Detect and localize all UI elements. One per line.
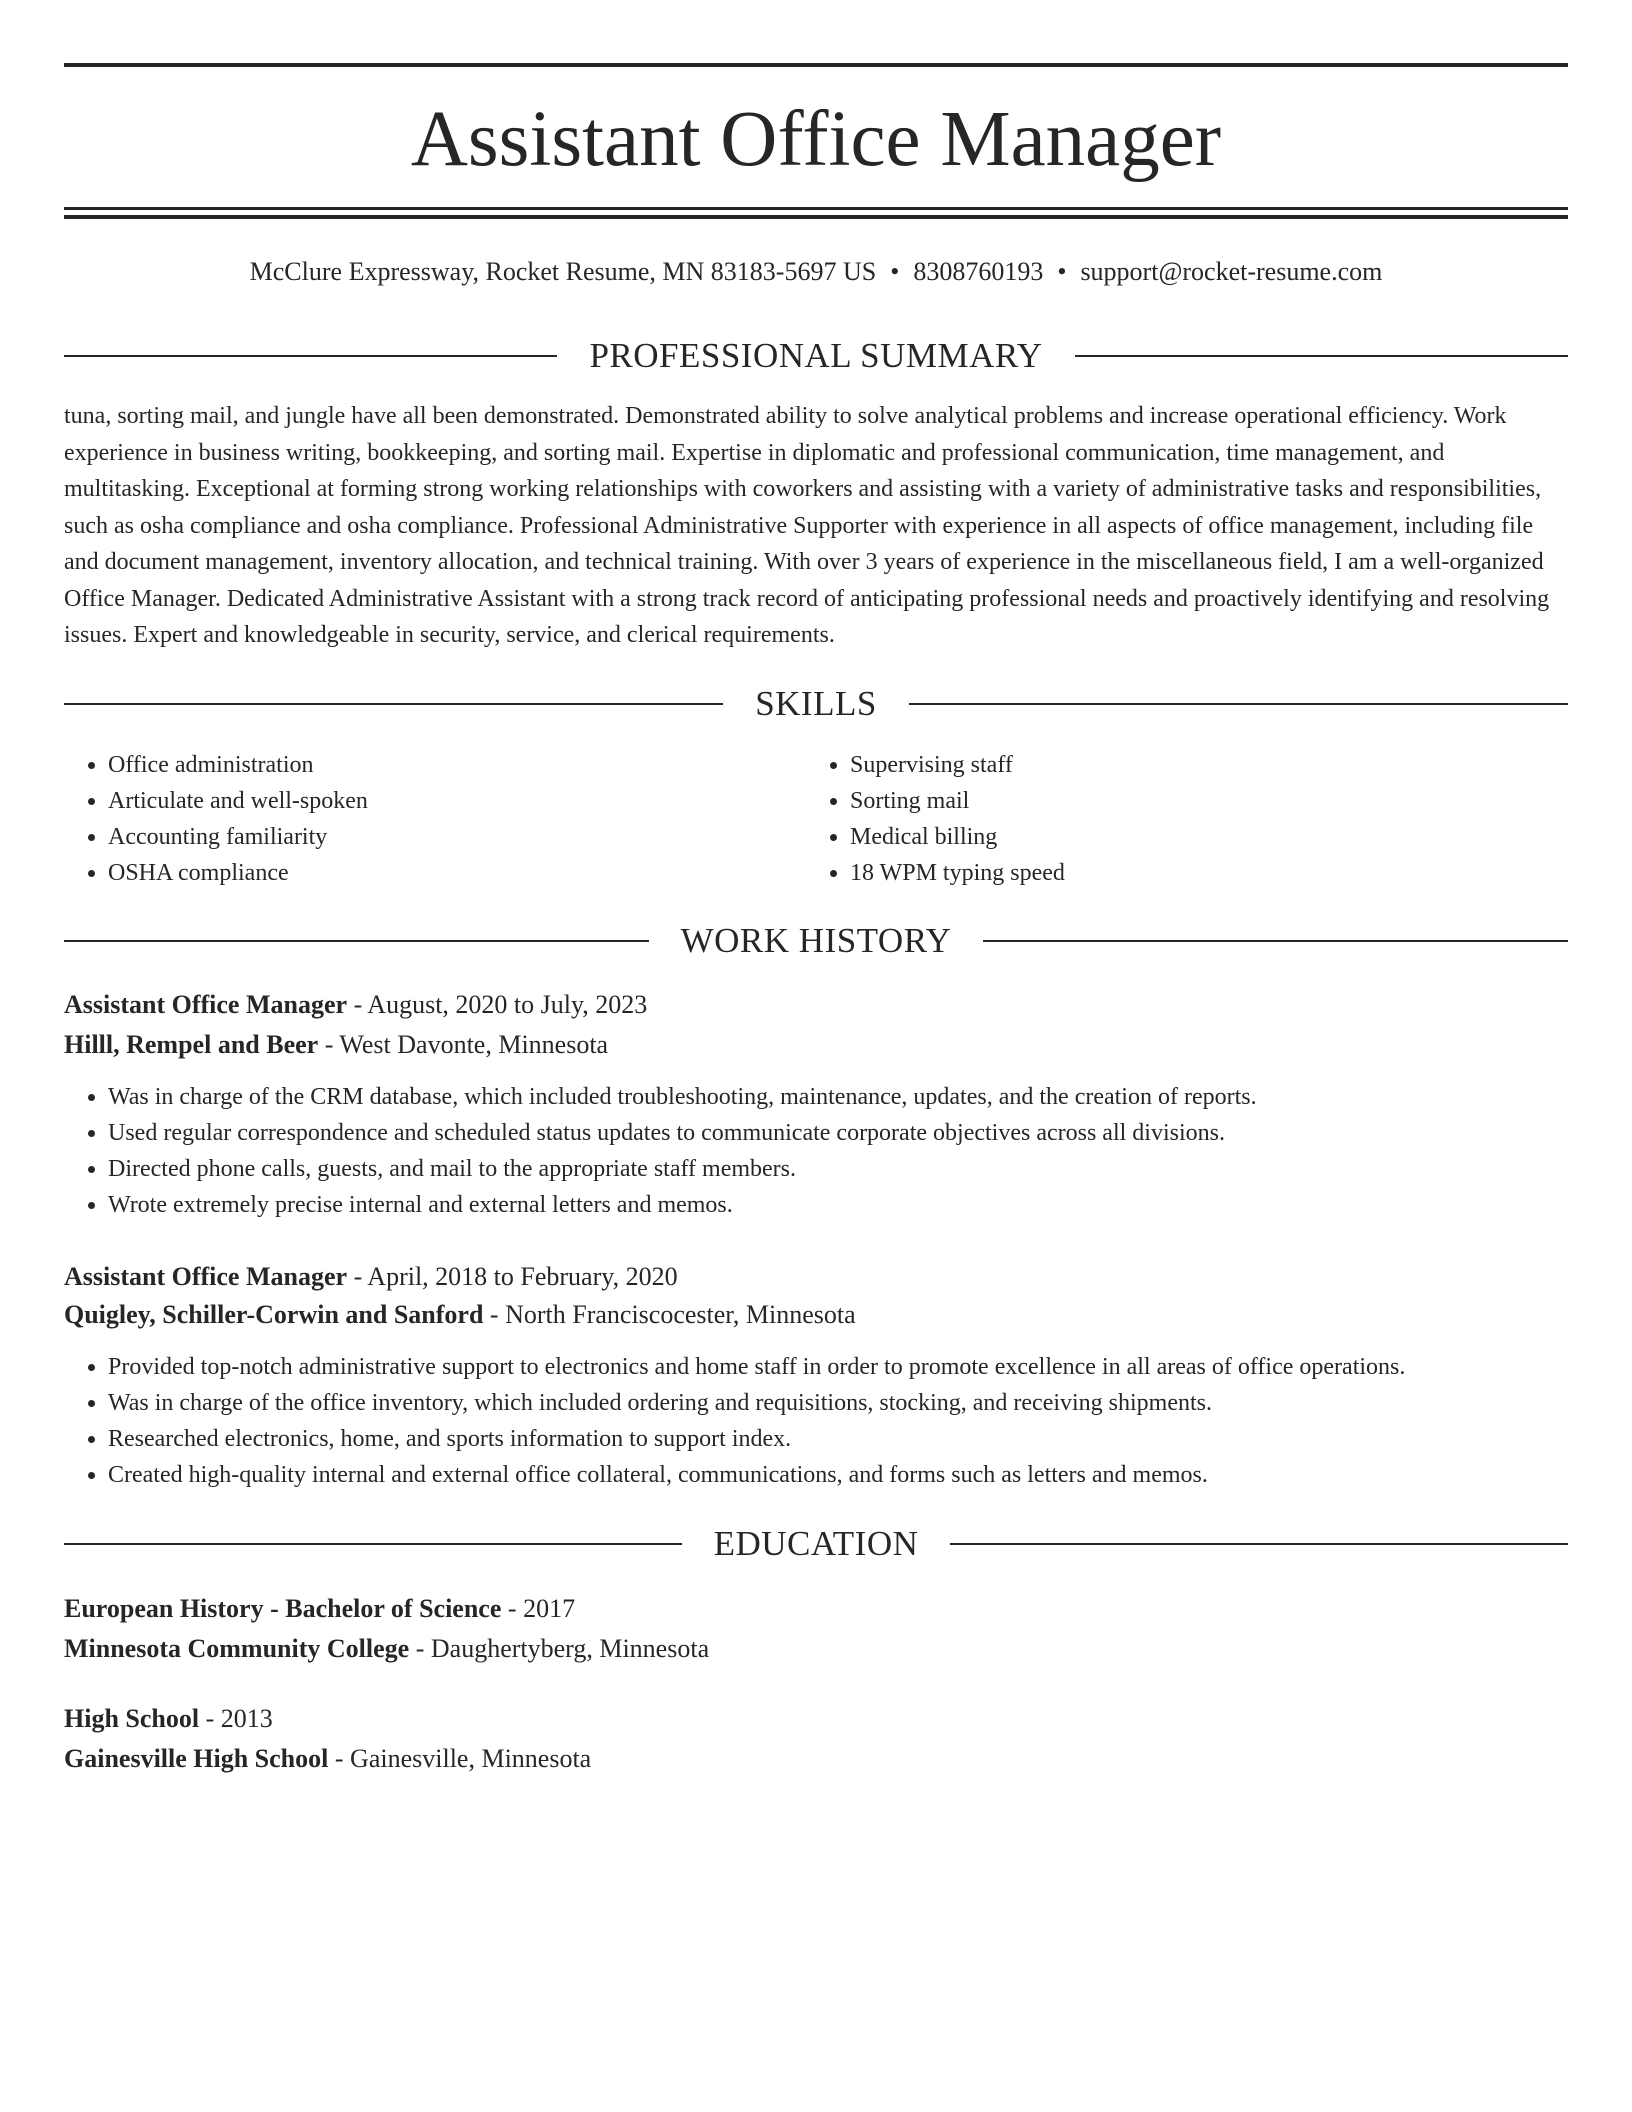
job-bullet: • Used regular correspondence and scheduled status updates to communicate corporate objectives across all divisions.: [108, 1115, 1608, 1151]
section-title-skills: SKILLS: [755, 684, 877, 723]
summary-text: tuna, sorting mail, and jungle have all been demonstrated. Demonstrated ability to solve analytical problems and increase operational efficiency. Work experience in business writing, bookkeeping, and sorting mail. Expertise in diplomatic and professional communication, time management, and multitasking. Exceptional at forming strong working relationships with coworkers and assisting with a variety of administrative tasks and responsibilities, such as osha compliance and osha compliance. Professional Administrative Supporter with experience in all aspects of office management, including file and document management, inventory allocation, and technical training. With over 3 years of experience in the miscellaneous field, I am a well-organized Office Manager. Dedicated Administrative Assistant with a strong track record of anticipating professional needs and proactively identifying and resolving issues. Expert and knowledgeable in security, service, and clerical requirements.: [64, 403, 1550, 648]
job-bullets: [64, 1349, 1608, 1493]
section-rule-left: [64, 1543, 682, 1545]
section-rule-left: [64, 355, 557, 357]
skill-item: • Accounting familiarity: [108, 819, 808, 855]
education-year: 2017: [523, 1594, 576, 1623]
job-company-line: Hilll, Rempel and Beer - West Davonte, Minnesota: [64, 1030, 609, 1059]
skill-item: • 18 WPM typing speed: [850, 855, 1550, 891]
job-bullet: • Wrote extremely precise internal and external letters and memos.: [108, 1187, 1608, 1223]
contact-phone: 8308760193: [913, 257, 1044, 286]
job-bullet: • Created high-quality internal and external office collateral, communications, and forms such as letters and memos.: [108, 1457, 1608, 1493]
job-location: West Davonte, Minnesota: [339, 1030, 609, 1059]
job-title: Assistant Office Manager: [64, 990, 348, 1019]
job-dates: August, 2020 to July, 2023: [367, 990, 648, 1019]
skills-list-left: [64, 747, 808, 891]
job-title-line: Assistant Office Manager - April, 2018 to February, 2020: [64, 1262, 678, 1291]
job-bullets: [64, 1079, 1608, 1223]
header-top-rule: [64, 63, 1568, 67]
education-degree-line: High School - 2013: [64, 1704, 273, 1733]
contact-separator: •: [890, 257, 900, 286]
skill-item: • Sorting mail: [850, 783, 1550, 819]
section-rule-right: [950, 1543, 1568, 1545]
education-school: Minnesota Community College: [64, 1634, 410, 1663]
skill-item: • Medical billing: [850, 819, 1550, 855]
section-title-education: EDUCATION: [713, 1524, 919, 1563]
education-school: Gainesville High School: [64, 1744, 329, 1773]
section-header-skills: [64, 682, 1568, 726]
skill-item: • Office administration: [108, 747, 808, 783]
section-header-summary: [64, 334, 1568, 378]
job-company: Quigley, Schiller-Corwin and Sanford: [64, 1300, 484, 1329]
resume-title: Assistant Office Manager: [410, 96, 1222, 183]
skills-list-right: [806, 747, 1550, 891]
job-company-line: Quigley, Schiller-Corwin and Sanford - North Franciscocester, Minnesota: [64, 1300, 856, 1329]
education-degree: European History - Bachelor of Science: [64, 1594, 502, 1623]
skill-item: • Supervising staff: [850, 747, 1550, 783]
contact-email: support@rocket-resume.com: [1080, 257, 1383, 286]
job-location: North Franciscocester, Minnesota: [505, 1300, 856, 1329]
education-degree-line: European History - Bachelor of Science - 2017: [64, 1594, 576, 1623]
section-title-summary: PROFESSIONAL SUMMARY: [589, 336, 1043, 375]
job-dates: April, 2018 to February, 2020: [367, 1262, 678, 1291]
section-rule-right: [1075, 355, 1568, 357]
job-bullet: • Was in charge of the CRM database, which included troubleshooting, maintenance, updates, and the creation of reports.: [108, 1079, 1608, 1115]
job-company: Hilll, Rempel and Beer: [64, 1030, 319, 1059]
section-rule-left: [64, 703, 723, 705]
job-bullet: • Researched electronics, home, and sports information to support index.: [108, 1421, 1608, 1457]
header-rule-thin: [64, 207, 1568, 210]
skill-item: • Articulate and well-spoken: [108, 783, 808, 819]
section-header-education: [64, 1522, 1568, 1566]
education-location: Gainesville, Minnesota: [350, 1744, 592, 1773]
education-school-line: Gainesville High School - Gainesville, Minnesota: [64, 1744, 592, 1773]
section-rule-right: [909, 703, 1568, 705]
header-rule-thick: [64, 215, 1568, 219]
section-rule-right: [983, 940, 1568, 942]
job-title: Assistant Office Manager: [64, 1262, 348, 1291]
education-degree: High School: [64, 1704, 200, 1733]
education-school-line: Minnesota Community College - Daughertyberg, Minnesota: [64, 1634, 710, 1663]
contact-separator: •: [1057, 257, 1067, 286]
section-rule-left: [64, 940, 649, 942]
job-bullet: • Provided top-notch administrative support to electronics and home staff in order to promote excellence in all areas of office operations.: [108, 1349, 1608, 1385]
contact-line: [64, 252, 1568, 292]
section-header-work: [64, 919, 1568, 963]
education-location: Daughertyberg, Minnesota: [430, 1634, 710, 1663]
education-year: 2013: [220, 1704, 273, 1733]
section-title-work: WORK HISTORY: [680, 921, 952, 960]
skill-item: • OSHA compliance: [108, 855, 808, 891]
job-bullet: • Was in charge of the office inventory, which included ordering and requisitions, stocking, and receiving shipments.: [108, 1385, 1608, 1421]
job-bullet: • Directed phone calls, guests, and mail to the appropriate staff members.: [108, 1151, 1608, 1187]
contact-address: McClure Expressway, Rocket Resume, MN 83183-5697 US: [249, 257, 877, 286]
job-title-line: Assistant Office Manager - August, 2020 to July, 2023: [64, 990, 648, 1019]
